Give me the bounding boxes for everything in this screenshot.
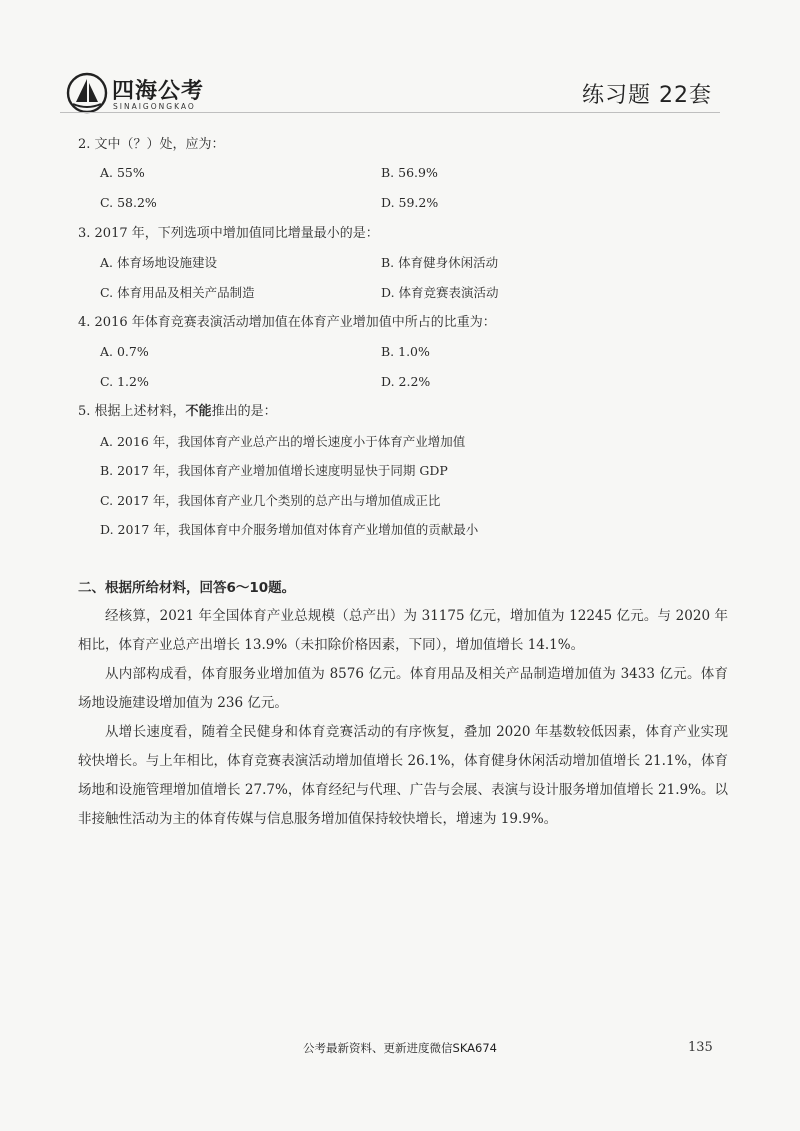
question-3-option-a: A. 体育场地设施建设	[100, 255, 217, 270]
question-4-option-c: C. 1.2%	[100, 374, 149, 389]
question-2-stem: 2. 文中（？）处，应为：	[78, 137, 225, 152]
question-5-option-c: C. 2017 年，我国体育产业几个类别的总产出与增加值成正比	[100, 493, 441, 508]
question-5-stem-suffix: 推出的是：	[211, 404, 277, 419]
question-5-option-a: A. 2016 年，我国体育产业总产出的增长速度小于体育产业增加值	[100, 434, 466, 449]
question-2-option-b: B. 56.9%	[381, 165, 438, 180]
question-4-stem: 4. 2016 年体育竞赛表演活动增加值在体育产业增加值中所占的比重为：	[78, 315, 496, 330]
section-paragraph-3: 从增长速度看，随着全民健身和体育竞赛活动的有序恢复，叠加 2020 年基数较低因素，体育产业实现较快增长。与上年相比，体育竞赛表演活动增加值增长 26.1%，体育健身休闲活动增加值增长 21.1%，体育场地和设施管理增加值增长 27.7%，体育经纪与代理、广告与会展、表演与设计服务增加值增长 21.9%。以非接触性活动为主的体育传媒与信息服务增加值保持较快增长，增速为 19.9%。	[78, 724, 728, 827]
page-number: 135	[688, 1040, 713, 1055]
question-4-option-a: A. 0.7%	[100, 344, 149, 359]
section-paragraph-2: 从内部构成看，体育服务业增加值为 8576 亿元。体育用品及相关产品制造增加值为 3433 亿元。体育场地设施建设增加值为 236 亿元。	[78, 666, 728, 711]
question-3-option-d: D. 体育竞赛表演活动	[381, 285, 499, 300]
section-paragraph-1: 经核算，2021 年全国体育产业总规模（总产出）为 31175 亿元，增加值为 12245 亿元。与 2020 年相比，体育产业总产出增长 13.9%（未扣除价格因素，下同），增加值增长 14.1%。	[78, 608, 728, 653]
question-4-option-d: D. 2.2%	[381, 374, 431, 389]
brand-subtitle: SINAIGONGKAO	[113, 102, 196, 111]
question-2-option-a: A. 55%	[100, 165, 145, 180]
question-3-option-c: C. 体育用品及相关产品制造	[100, 285, 255, 300]
question-4-option-b: B. 1.0%	[381, 344, 430, 359]
header-divider	[60, 112, 720, 113]
question-5-option-d: D. 2017 年，我国体育中介服务增加值对体育产业增加值的贡献最小	[100, 522, 479, 537]
exercise-set-title: 练习题 22套	[582, 83, 712, 108]
question-5-stem-prefix: 5. 根据上述材料，	[78, 404, 186, 419]
question-2-option-c: C. 58.2%	[100, 195, 157, 210]
brand-logo	[66, 70, 216, 118]
question-5-stem-emphasis: 不能	[185, 404, 212, 419]
question-3-stem: 3. 2017 年，下列选项中增加值同比增量最小的是：	[78, 226, 379, 241]
question-5-option-b: B. 2017 年，我国体育产业增加值增长速度明显快于同期 GDP	[100, 463, 448, 478]
sailboat-logo-icon	[66, 72, 108, 114]
section-title: 二、根据所给材料，回答6～10题。	[78, 580, 296, 596]
footer-note: 公考最新资料、更新进度微信SKA674	[303, 1041, 497, 1055]
question-5-stem	[78, 403, 277, 421]
brand-name: 四海公考	[112, 79, 205, 104]
question-2-option-d: D. 59.2%	[381, 195, 439, 210]
question-3-option-b: B. 体育健身休闲活动	[381, 255, 499, 270]
